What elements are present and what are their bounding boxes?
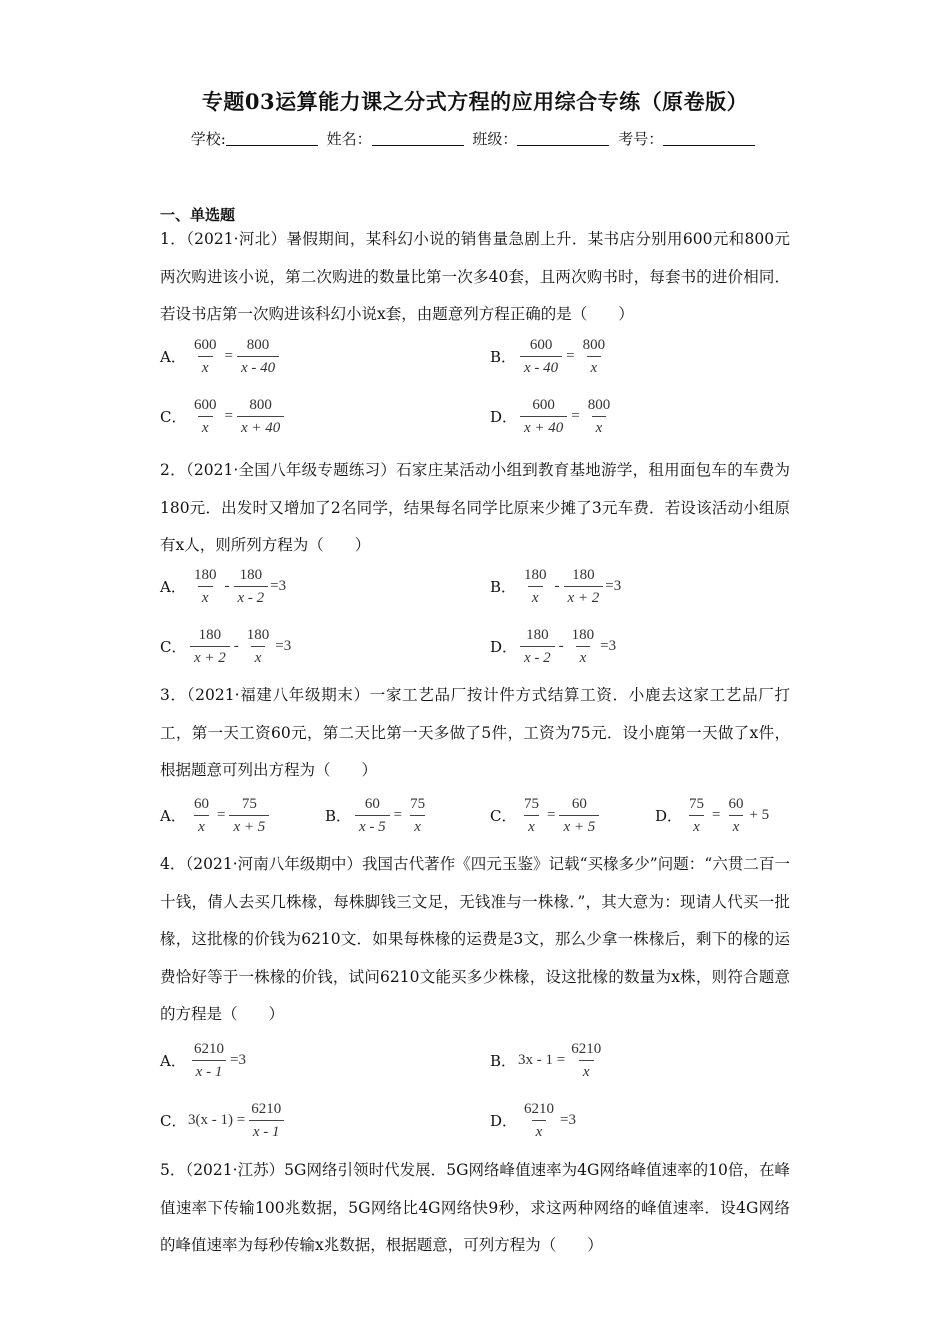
student-info-line (0, 128, 950, 149)
question-2-text: 2．（2021·全国八年级专题练习）石家庄某活动小组到教育基地游学，租用面包车的车费为180元．出发时又增加了2名同学，结果每名同学比原来少摊了3元车费．若设该活动小组原有x人，则所列方程为（ ） (160, 461, 790, 554)
q2-option-c[interactable]: C． $\frac{180}{x + 2}$ - $\frac{180}{x}$ =3 (160, 627, 292, 666)
section-heading: 一、单选题 (160, 206, 236, 224)
school-label: 学校: (190, 130, 226, 148)
question-3-text: 3．（2021·福建八年级期末）一家工艺品厂按计件方式结算工资．小鹿去这家工艺品厂打工，第一天工资60元，第二天比第一天多做了5件，工资为75元．设小鹿第一天做了x件，根据题意可列出方程为（ ） (160, 686, 790, 779)
question-1-text: 1．（2021·河北）暑假期间，某科幻小说的销售量急剧上升．某书店分别用600元和800元两次购进该小说，第二次购进的数量比第一次多40套，且两次购书时，每套书的进价相同．若设书店第一次购进该科幻小说x套，由题意列方程正确的是（ ） (160, 230, 790, 323)
q1-option-b[interactable]: B． $\frac{600}{x - 40}$ = $\frac{800}{x}$ (490, 337, 606, 376)
q4-option-c[interactable]: C． 3(x - 1) = $\frac{6210}{x - 1}$ (160, 1100, 287, 1141)
q1-option-a[interactable]: A． $\frac{600}{x}$ = $\frac{800}{x - 40}$ (160, 336, 281, 377)
name-label: 姓名： (326, 130, 372, 148)
number-blank[interactable] (663, 131, 755, 146)
q4-option-a[interactable]: A． $\frac{6210}{x - 1}$ =3 (160, 1041, 246, 1080)
q3-option-a[interactable]: A． $\frac{60}{x}$ = $\frac{75}{x + 5}$ (160, 795, 271, 836)
q2-option-a[interactable]: A． $\frac{180}{x}$ - $\frac{180}{x - 2}$ =3 (160, 567, 287, 606)
q2-option-b[interactable]: B． $\frac{180}{x}$ - $\frac{180}{x + 2}$ =3 (490, 567, 622, 606)
q1-option-d[interactable]: D． $\frac{600}{x + 40}$ = $\frac{800}{x}$ (490, 397, 611, 436)
school-blank[interactable] (226, 131, 318, 146)
question-5-text: 5．（2021·江苏）5G网络引领时代发展．5G网络峰值速率为4G网络峰值速率的10倍，在峰值速率下传输100兆数据，5G网络比4G网络快9秒，求这两种网络的峰值速率．设4G网络的峰值速率为每秒传输x兆数据，根据题意，可列方程为（ ） (160, 1161, 790, 1254)
q4-option-b[interactable]: B． 3x - 1 = $\frac{6210}{x}$ (490, 1041, 602, 1080)
number-label: 考号： (618, 130, 664, 148)
class-blank[interactable] (517, 131, 609, 146)
q3-option-b[interactable]: B． $\frac{60}{x - 5}$ = $\frac{75}{x}$ (325, 796, 426, 835)
class-label: 班级： (472, 130, 518, 148)
q4-option-d[interactable]: D． $\frac{6210}{x}$ =3 (490, 1101, 576, 1140)
q3-option-d[interactable]: D． $\frac{75}{x}$ = $\frac{60}{x}$ + 5 (655, 796, 770, 835)
question-4-text: 4．（2021·河南八年级期中）我国古代著作《四元玉鉴》记载“买椽多少”问题：“六贯二百一十钱，倩人去买几株椽，每株脚钱三文足，无钱准与一株椽．”，其大意为：现请人代买一批椽，这批椽的价钱为6210文．如果每株椽的运费是3文，那么少拿一株椽后，剩下的椽的运费恰好等于一株椽的价钱，试问6210文能买多少株椽，设这批椽的数量为x株，则符合题意的方程是（ ） (160, 855, 790, 1023)
q2-option-d[interactable]: D． $\frac{180}{x - 2}$ - $\frac{180}{x}$ =3 (490, 627, 617, 666)
q1-option-c[interactable]: C． $\frac{600}{x}$ = $\frac{800}{x + 40}$ (160, 396, 286, 437)
page-title: 专题03运算能力课之分式方程的应用综合专练（原卷版） (201, 89, 749, 114)
q3-option-c[interactable]: C． $\frac{75}{x}$ = $\frac{60}{x + 5}$ (490, 795, 601, 836)
name-blank[interactable] (372, 131, 464, 146)
